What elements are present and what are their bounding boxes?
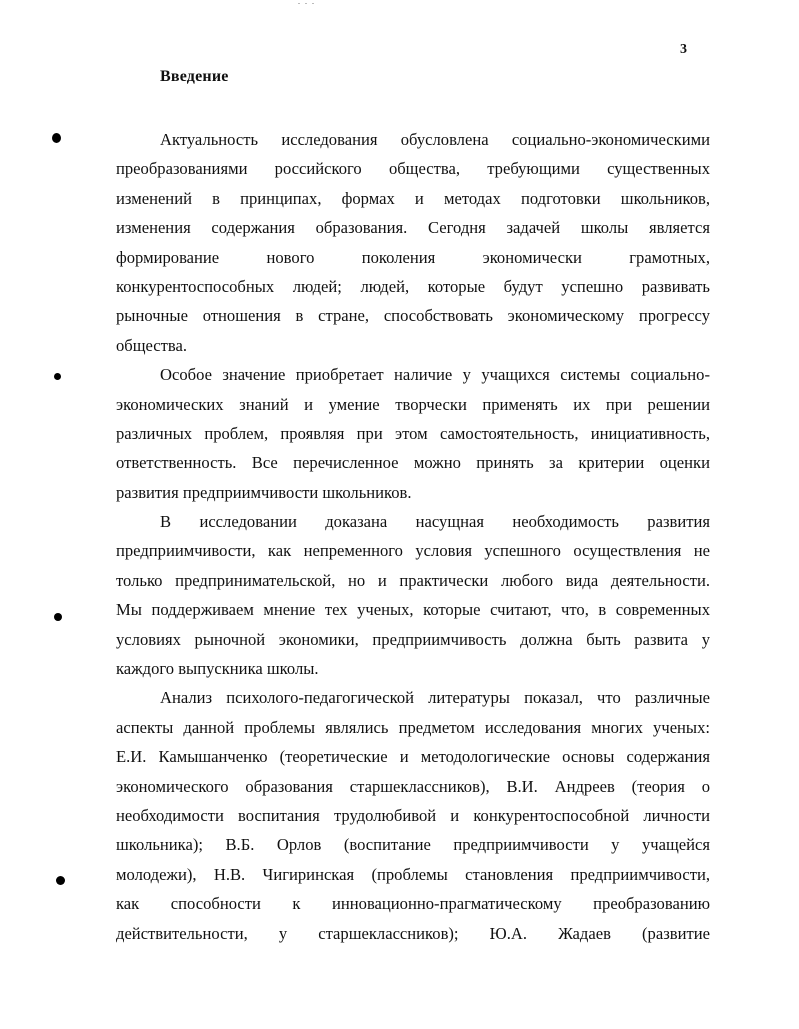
- text-line-27: как способности к инновационно-прагматическому преобразованию: [116, 894, 710, 914]
- text-line-14: В исследовании доказана насущная необходимость развития: [160, 512, 710, 532]
- text-line-23: экономического образования старшеклассников), В.И. Андреев (теория о: [116, 776, 710, 796]
- text-line-1: Актуальность исследования обусловлена социально-экономическими: [160, 130, 710, 149]
- text-line-3: изменений в принципах, формах и методах подготовки школьников,: [116, 188, 710, 208]
- text-line-19: каждого выпускника школы.: [116, 659, 319, 679]
- text-line-18: условиях рыночной экономики, предприимчивость должна быть развита у: [116, 629, 710, 649]
- text-line-6: конкурентоспособных людей; людей, которые будут успешно развивать: [116, 276, 710, 296]
- binder-hole-1: [52, 133, 61, 143]
- text-line-8: общества.: [116, 335, 188, 355]
- binder-hole-2: [54, 373, 61, 380]
- text-line-26: молодежи), Н.В. Чигиринская (проблемы становления предприимчивости,: [116, 864, 710, 884]
- document-body: [116, 125, 710, 948]
- text-line-21: аспекты данной проблемы являлись предметом исследования многих ученых:: [116, 717, 710, 737]
- text-line-16: только предпринимательской, но и практически любого вида деятельности.: [116, 570, 710, 590]
- binder-hole-3: [54, 613, 62, 621]
- text-line-9: Особое значение приобретает наличие у учащихся системы социально-: [160, 365, 710, 385]
- text-line-13: развития предприимчивости школьников.: [116, 482, 412, 502]
- text-line-2: преобразованиями российского общества, требующими существенных: [116, 159, 710, 179]
- text-line-10: экономических знаний и умение творчески применять их при решении: [116, 394, 710, 414]
- page-number: 3: [680, 42, 687, 57]
- text-line-4: изменения содержания образования. Сегодня задачей школы является: [116, 218, 710, 238]
- text-line-11: различных проблем, проявляя при этом самостоятельность, инициативность,: [116, 423, 710, 443]
- text-line-22: Е.И. Камышанченко (теоретические и методологические основы содержания: [116, 747, 710, 767]
- text-line-25: школьника); В.Б. Орлов (воспитание предприимчивости у учащейся: [116, 835, 710, 855]
- scan-speck-3: [312, 3, 314, 4]
- scan-speck-1: [298, 3, 300, 4]
- text-line-17: Мы поддерживаем мнение тех ученых, которые считают, что, в современных: [116, 600, 710, 620]
- text-line-24: необходимости воспитания трудолюбивой и конкурентоспособной личности: [116, 805, 710, 825]
- text-line-20: Анализ психолого-педагогической литературы показал, что различные: [160, 688, 710, 708]
- binder-hole-4: [56, 876, 65, 885]
- text-line-12: ответственность. Все перечисленное можно принять за критерии оценки: [116, 453, 710, 473]
- text-line-7: рыночные отношения в стране, способствовать экономическому прогрессу: [116, 306, 710, 326]
- page-heading: Введение: [160, 68, 229, 85]
- text-line-5: формирование нового поколения экономически грамотных,: [116, 247, 710, 267]
- text-line-28: действительности, у старшеклассников); Ю.А. Жадаев (развитие: [116, 923, 710, 943]
- scan-speck-2: [305, 3, 307, 4]
- text-line-15: предприимчивости, как непременного условия успешного осуществления не: [116, 541, 710, 561]
